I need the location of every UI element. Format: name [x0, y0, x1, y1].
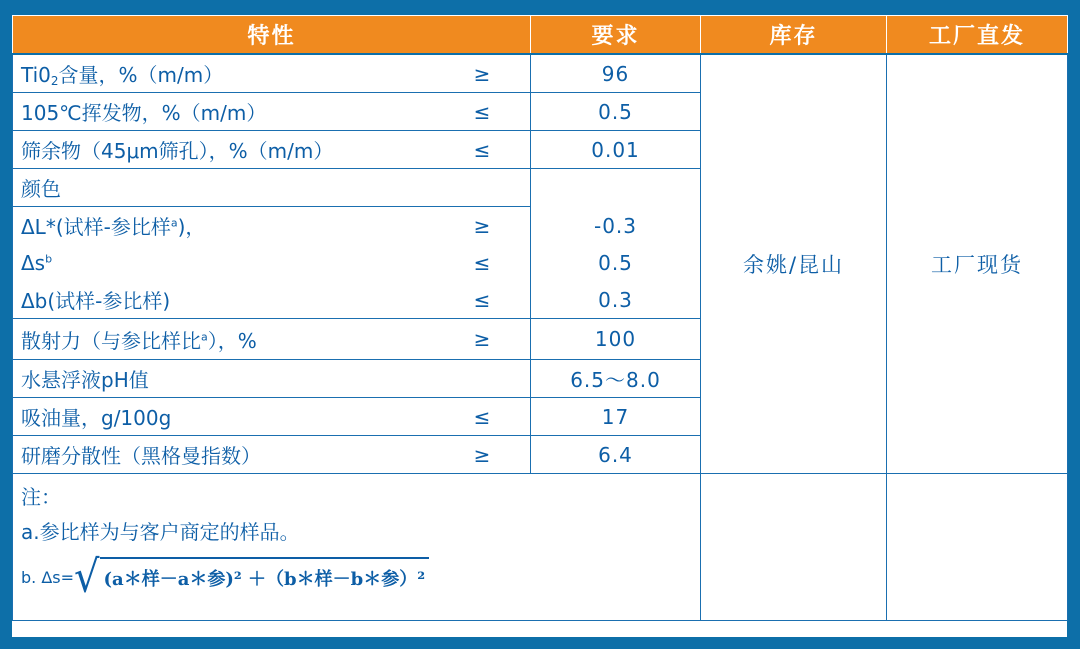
property-label: 水悬浮液pH值 [21, 368, 149, 392]
comparison-symbol: ≥ [473, 327, 491, 351]
property-cell [13, 398, 531, 436]
comparison-symbol: ≤ [473, 99, 491, 124]
property-cell [13, 93, 531, 131]
comparison-symbol: ≤ [473, 137, 491, 162]
spec-table-frame [12, 15, 1067, 637]
property-cell [13, 244, 531, 281]
requirement-value: 0.5 [598, 250, 633, 275]
notes-title: 注： [21, 484, 61, 509]
comparison-symbol: ≥ [473, 442, 491, 467]
property-label: 散射力（与参比样比$^a$），% [21, 328, 257, 353]
property-cell [13, 54, 531, 93]
header-requirement: 要求 [531, 16, 701, 55]
requirement-value: -0.3 [593, 213, 638, 238]
property-cell [13, 281, 531, 319]
property-cell [13, 207, 531, 245]
requirement-value: 0.3 [598, 287, 633, 312]
requirement-value: 100 [531, 319, 701, 360]
comparison-symbol: ≤ [473, 287, 491, 312]
note-b-prefix: b. Δs= [21, 567, 75, 587]
property-label: 105℃挥发物，%（m/m） [21, 101, 267, 125]
property-label: 吸油量，g/100g [21, 406, 172, 430]
comparison-symbol: ≥ [473, 213, 491, 238]
stock-empty [701, 474, 887, 621]
comparison-symbol: ≥ [473, 61, 491, 86]
header-row [13, 16, 1068, 55]
property-label: 筛余物（45μm筛孔），%（m/m） [21, 139, 334, 163]
property-label: ΔL*(试样-参比样$^a$)， [21, 215, 206, 239]
sqrt-symbol [74, 551, 429, 603]
spec-table [12, 15, 1068, 621]
property-label: $\Delta s^b$ [21, 250, 53, 275]
property-cell [13, 319, 531, 360]
requirement-value: 0.01 [531, 131, 701, 169]
requirement-value: 17 [531, 398, 701, 436]
requirement-value: 6.4 [531, 436, 701, 474]
property-cell [13, 131, 531, 169]
notes-cell [13, 474, 701, 621]
factory-empty [887, 474, 1068, 621]
formula-radicand: (a＊样－a＊参)² ＋（b＊样－b＊参）² [100, 557, 430, 597]
stock-location: 余姚/昆山 [701, 54, 887, 474]
group-title: 颜色 [21, 177, 61, 201]
table-row [13, 54, 1068, 93]
property-label: Δb(试样-参比样) [21, 289, 171, 313]
comparison-symbol: ≤ [473, 250, 491, 275]
property-cell [13, 436, 531, 474]
note-b-formula [21, 550, 692, 604]
radical-icon: √ [74, 551, 100, 603]
requirement-value: 96 [531, 54, 701, 93]
property-cell [13, 360, 531, 398]
requirement-value: 0.5 [531, 93, 701, 131]
requirement-value: 6.5～8.0 [531, 360, 701, 398]
property-cell [13, 169, 531, 207]
header-property: 特性 [13, 16, 531, 55]
header-stock: 库存 [701, 16, 887, 55]
property-label: 研磨分散性（黑格曼指数） [21, 444, 261, 468]
notes-row [13, 474, 1068, 621]
property-label: Ti02含量，%（m/m） [21, 63, 224, 88]
note-a: a.参比样为与客户商定的样品。 [21, 519, 300, 544]
requirement-group [531, 169, 701, 319]
factory-stock: 工厂现货 [887, 54, 1068, 474]
comparison-symbol: ≤ [473, 404, 491, 429]
header-factory: 工厂直发 [887, 16, 1068, 55]
